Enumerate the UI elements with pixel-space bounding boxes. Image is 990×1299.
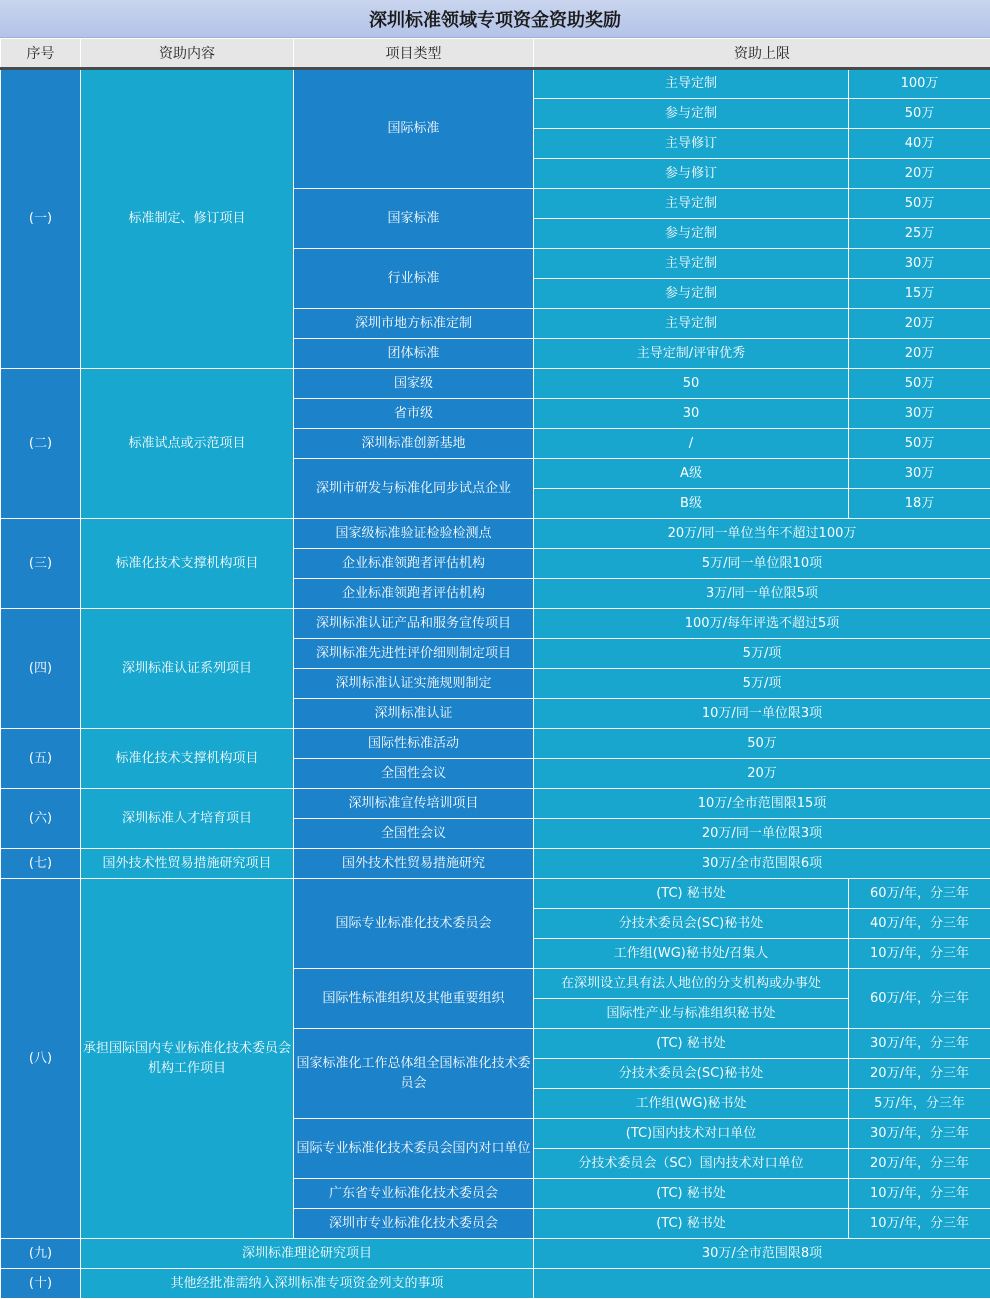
table-row [1, 879, 990, 909]
limit-amount-cell: 20万/年，分三年 [849, 1149, 990, 1179]
table-row [1, 729, 990, 759]
limit-detail-cell: 参与定制 [534, 219, 849, 249]
limit-amount-cell: 50万 [849, 189, 990, 219]
table-row [1, 609, 990, 639]
table-row [1, 369, 990, 399]
limit-cell: 20万 [534, 759, 990, 789]
type-cell: 行业标准 [294, 249, 534, 309]
limit-cell: 10万/全市范围限15项 [534, 789, 990, 819]
limit-cell: 100万/每年评选不超过5项 [534, 609, 990, 639]
header-content: 资助内容 [81, 39, 294, 69]
limit-amount-cell: 20万 [849, 339, 990, 369]
limit-amount-cell: 10万/年，分三年 [849, 1209, 990, 1239]
limit-cell: 20万/同一单位限3项 [534, 819, 990, 849]
limit-detail-cell: 50 [534, 369, 849, 399]
limit-cell: 5万/同一单位限10项 [534, 549, 990, 579]
limit-cell: 30万/全市范围限8项 [534, 1239, 990, 1269]
table-row [1, 69, 990, 99]
limit-detail-cell: 30 [534, 399, 849, 429]
table-row [1, 1269, 990, 1299]
limit-detail-cell: (TC) 秘书处 [534, 879, 849, 909]
limit-detail-cell: 主导定制 [534, 69, 849, 99]
limit-detail-cell: A级 [534, 459, 849, 489]
type-cell: 国家标准化工作总体组全国标准化技术委员会 [294, 1029, 534, 1119]
table-row [1, 789, 990, 819]
type-cell: 国家标准 [294, 189, 534, 249]
content-cell: 深圳标准理论研究项目 [81, 1239, 534, 1269]
limit-detail-cell: (TC) 秘书处 [534, 1179, 849, 1209]
limit-detail-cell: 主导修订 [534, 129, 849, 159]
limit-detail-cell: 分技术委员会（SC）国内技术对口单位 [534, 1149, 849, 1179]
limit-detail-cell: 主导定制 [534, 309, 849, 339]
type-cell: 企业标准领跑者评估机构 [294, 579, 534, 609]
limit-cell: 5万/项 [534, 639, 990, 669]
limit-amount-cell: 100万 [849, 69, 990, 99]
type-cell: 国外技术性贸易措施研究 [294, 849, 534, 879]
limit-detail-cell: 工作组(WG)秘书处/召集人 [534, 939, 849, 969]
serial-cell: (五) [1, 729, 81, 789]
serial-cell: (四) [1, 609, 81, 729]
table-row [1, 519, 990, 549]
type-cell: 国家级 [294, 369, 534, 399]
limit-cell: 50万 [534, 729, 990, 759]
limit-amount-cell: 30万/年，分三年 [849, 1119, 990, 1149]
table-row [1, 1239, 990, 1269]
type-cell: 国际性标准活动 [294, 729, 534, 759]
type-cell: 团体标准 [294, 339, 534, 369]
table-row [1, 849, 990, 879]
limit-amount-cell: 30万 [849, 459, 990, 489]
type-cell: 深圳市研发与标准化同步试点企业 [294, 459, 534, 519]
content-cell: 深圳标准人才培育项目 [81, 789, 294, 849]
serial-cell: (十) [1, 1269, 81, 1299]
limit-detail-cell: 主导定制 [534, 189, 849, 219]
content-cell: 标准试点或示范项目 [81, 369, 294, 519]
limit-cell [534, 1269, 990, 1299]
limit-amount-cell: 30万 [849, 249, 990, 279]
type-cell: 国际标准 [294, 69, 534, 189]
funding-table [0, 38, 990, 1299]
type-cell: 深圳标准认证 [294, 699, 534, 729]
type-cell: 全国性会议 [294, 759, 534, 789]
serial-cell: (六) [1, 789, 81, 849]
header-limit: 资助上限 [534, 39, 990, 69]
type-cell: 深圳标准认证产品和服务宣传项目 [294, 609, 534, 639]
type-cell: 深圳标准认证实施规则制定 [294, 669, 534, 699]
table-header-row [1, 39, 990, 69]
serial-cell: (八) [1, 879, 81, 1239]
serial-cell: (七) [1, 849, 81, 879]
limit-amount-cell: 5万/年，分三年 [849, 1089, 990, 1119]
limit-detail-cell: 国际性产业与标准组织秘书处 [534, 999, 849, 1029]
limit-amount-cell: 18万 [849, 489, 990, 519]
limit-detail-cell: (TC) 秘书处 [534, 1029, 849, 1059]
limit-cell: 3万/同一单位限5项 [534, 579, 990, 609]
limit-detail-cell: 主导定制/评审优秀 [534, 339, 849, 369]
limit-amount-cell: 10万/年，分三年 [849, 1179, 990, 1209]
header-serial: 序号 [1, 39, 81, 69]
limit-detail-cell: 参与定制 [534, 279, 849, 309]
header-type: 项目类型 [294, 39, 534, 69]
serial-cell: (一) [1, 69, 81, 369]
type-cell: 广东省专业标准化技术委员会 [294, 1179, 534, 1209]
limit-cell: 10万/同一单位限3项 [534, 699, 990, 729]
limit-detail-cell: 主导定制 [534, 249, 849, 279]
content-cell: 标准制定、修订项目 [81, 69, 294, 369]
type-cell: 深圳标准先进性评价细则制定项目 [294, 639, 534, 669]
page-title: 深圳标准领域专项资金资助奖励 [0, 0, 990, 38]
type-cell: 深圳市专业标准化技术委员会 [294, 1209, 534, 1239]
type-cell: 省市级 [294, 399, 534, 429]
content-cell: 其他经批准需纳入深圳标准专项资金列支的事项 [81, 1269, 534, 1299]
type-cell: 国际性标准组织及其他重要组织 [294, 969, 534, 1029]
limit-detail-cell: B级 [534, 489, 849, 519]
serial-cell: (三) [1, 519, 81, 609]
type-cell: 深圳标准创新基地 [294, 429, 534, 459]
limit-detail-cell: (TC)国内技术对口单位 [534, 1119, 849, 1149]
limit-amount-cell: 60万/年，分三年 [849, 879, 990, 909]
type-cell: 全国性会议 [294, 819, 534, 849]
limit-amount-cell: 20万 [849, 159, 990, 189]
limit-detail-cell: / [534, 429, 849, 459]
limit-detail-cell: (TC) 秘书处 [534, 1209, 849, 1239]
content-cell: 标准化技术支撑机构项目 [81, 729, 294, 789]
limit-amount-cell: 20万 [849, 309, 990, 339]
serial-cell: (九) [1, 1239, 81, 1269]
limit-amount-cell: 50万 [849, 369, 990, 399]
content-cell: 承担国际国内专业标准化技术委员会机构工作项目 [81, 879, 294, 1239]
limit-cell: 5万/项 [534, 669, 990, 699]
limit-cell: 30万/全市范围限6项 [534, 849, 990, 879]
limit-amount-cell: 40万 [849, 129, 990, 159]
content-cell: 国外技术性贸易措施研究项目 [81, 849, 294, 879]
limit-amount-cell: 15万 [849, 279, 990, 309]
limit-amount-cell: 50万 [849, 99, 990, 129]
type-cell: 深圳标准宣传培训项目 [294, 789, 534, 819]
limit-amount-cell: 60万/年，分三年 [849, 969, 990, 1029]
content-cell: 标准化技术支撑机构项目 [81, 519, 294, 609]
type-cell: 国际专业标准化技术委员会 [294, 879, 534, 969]
limit-detail-cell: 分技术委员会(SC)秘书处 [534, 1059, 849, 1089]
limit-amount-cell: 50万 [849, 429, 990, 459]
limit-amount-cell: 40万/年，分三年 [849, 909, 990, 939]
limit-amount-cell: 10万/年，分三年 [849, 939, 990, 969]
limit-detail-cell: 工作组(WG)秘书处 [534, 1089, 849, 1119]
limit-amount-cell: 20万/年，分三年 [849, 1059, 990, 1089]
limit-detail-cell: 参与修订 [534, 159, 849, 189]
limit-detail-cell: 参与定制 [534, 99, 849, 129]
limit-amount-cell: 25万 [849, 219, 990, 249]
type-cell: 企业标准领跑者评估机构 [294, 549, 534, 579]
limit-amount-cell: 30万/年，分三年 [849, 1029, 990, 1059]
content-cell: 深圳标准认证系列项目 [81, 609, 294, 729]
table-body [1, 69, 990, 1299]
serial-cell: (二) [1, 369, 81, 519]
type-cell: 国家级标准验证检验检测点 [294, 519, 534, 549]
limit-detail-cell: 分技术委员会(SC)秘书处 [534, 909, 849, 939]
type-cell: 国际专业标准化技术委员会国内对口单位 [294, 1119, 534, 1179]
limit-detail-cell: 在深圳设立具有法人地位的分支机构或办事处 [534, 969, 849, 999]
limit-cell: 20万/同一单位当年不超过100万 [534, 519, 990, 549]
limit-amount-cell: 30万 [849, 399, 990, 429]
type-cell: 深圳市地方标准定制 [294, 309, 534, 339]
